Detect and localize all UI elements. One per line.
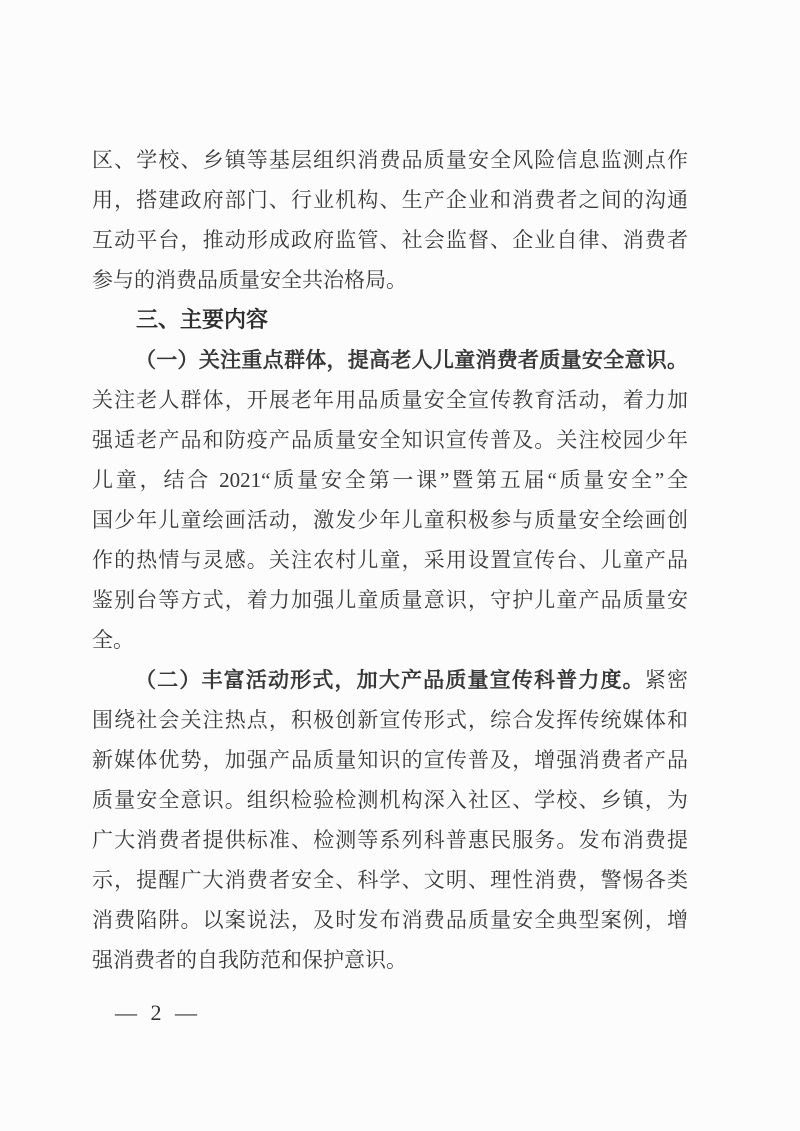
text-segment: 紧密 (644, 668, 689, 692)
text-line: 用，搭建政府部门、行业机构、生产企业和消费者之间的沟通 (92, 188, 688, 212)
text-line: 关注老人群体，开展老年用品质量安全宣传教育活动，着力加 (92, 388, 688, 412)
document-text-block (92, 140, 688, 980)
text-line: 强消费者的自我防范和保护意识。 (92, 948, 407, 972)
section-heading-main-content: 三、主要内容 (136, 307, 269, 332)
text-line: 作的热情与灵感。关注农村儿童，采用设置宣传台、儿童产品 (92, 548, 688, 572)
text-line: 消费陷阱。以案说法，及时发布消费品质量安全典型案例，增 (92, 908, 688, 932)
text-line: 质量安全意识。组织检验检测机构深入社区、学校、乡镇，为 (92, 788, 688, 812)
page-number: — 2 — (115, 1000, 201, 1025)
text-line: 围绕社会关注热点，积极创新宣传形式，综合发挥传统媒体和 (92, 708, 688, 732)
emphasized-sentence: （二）丰富活动形式，加大产品质量宣传科普力度。 (135, 668, 645, 692)
text-line: 参与的消费品质量安全共治格局。 (92, 268, 407, 292)
text-line: 示，提醒广大消费者安全、科学、文明、理性消费，警惕各类 (92, 868, 688, 892)
text-line: 互动平台，推动形成政府监管、社会监督、企业自律、消费者 (92, 228, 688, 252)
text-line (92, 660, 688, 700)
text-line: 区、学校、乡镇等基层组织消费品质量安全风险信息监测点作 (92, 148, 688, 172)
text-line: 新媒体优势，加强产品质量知识的宣传普及，增强消费者产品 (92, 748, 688, 772)
text-line: 鉴别台等方式，着力加强儿童质量意识，守护儿童产品质量安 (92, 588, 688, 612)
text-line: 全。 (92, 628, 134, 652)
text-line: 国少年儿童绘画活动，激发少年儿童积极参与质量安全绘画创 (92, 508, 688, 532)
text-line: 广大消费者提供标准、检测等系列科普惠民服务。发布消费提 (92, 828, 688, 852)
text-line (92, 340, 688, 380)
text-line: 儿童，结合 2021“质量安全第一课”暨第五届“质量安全”全 (92, 468, 688, 492)
text-line: 强适老产品和防疫产品质量安全知识宣传普及。关注校园少年 (92, 428, 688, 452)
emphasized-sentence: （一）关注重点群体，提高老人儿童消费者质量安全意识。 (135, 348, 688, 372)
